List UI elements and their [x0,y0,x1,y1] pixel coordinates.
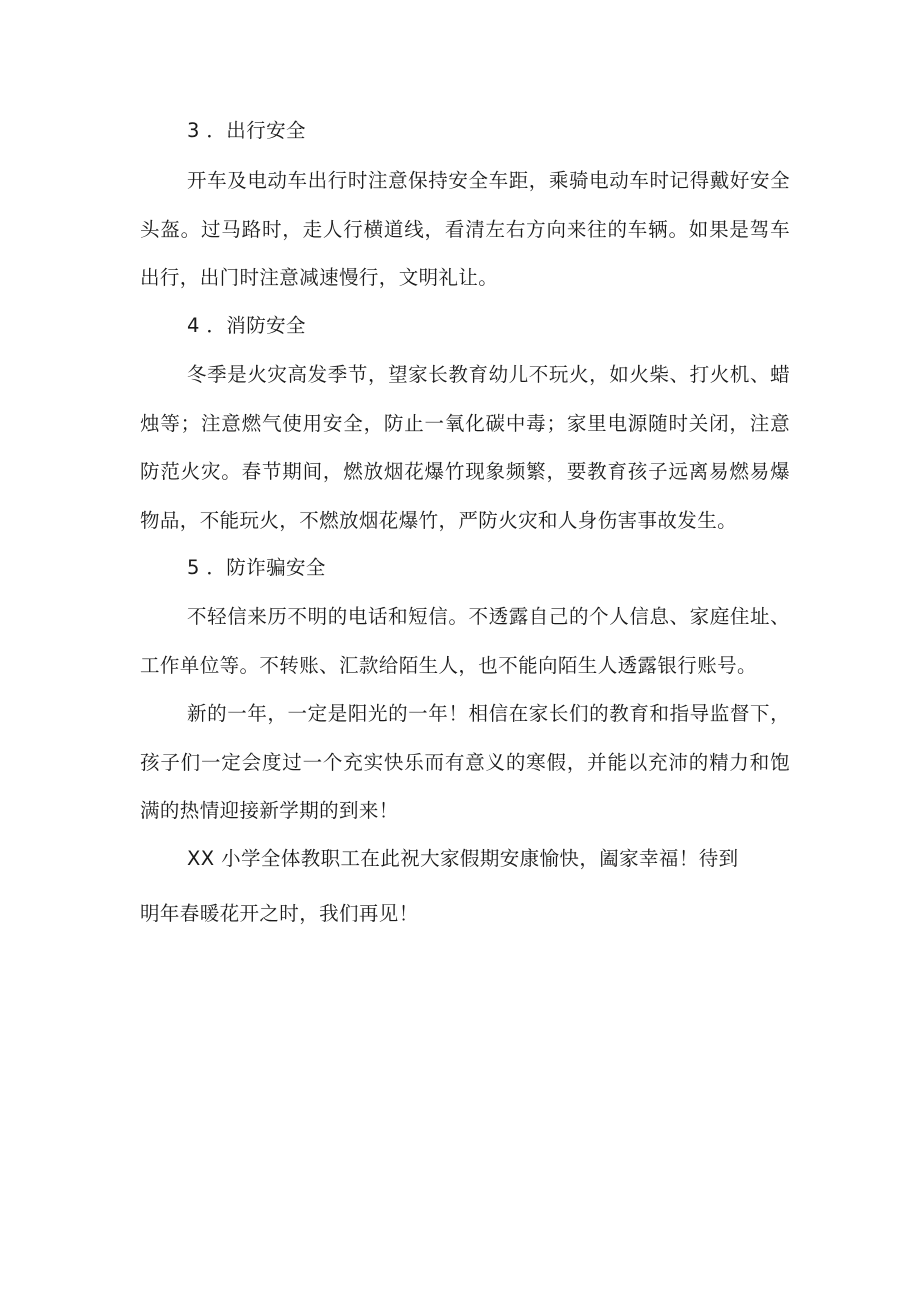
section-heading-travel: 3 ．出行安全 [187,119,306,142]
section-heading-fire: 4 ．消防安全 [187,314,306,337]
closing-greeting-line-2: 明年春暖花开之时，我们再见！ [140,902,419,925]
paragraph-fire-safety: 冬季是火灾高发季节，望家长教育幼儿不玩火，如火柴、打火机、蜡烛等；注意燃气使用安全，防止一氧化碳中毒；家里电源随时关闭，注意防范火灾。春节期间，燃放烟花爆竹现象频繁，要教育孩子远离易燃易爆物品，不能玩火，不燃放烟花爆竹，严防火灾和人身伤害事故发生。 [140,363,790,533]
paragraph-new-year-wishes: 新的一年，一定是阳光的一年！相信在家长们的教育和指导监督下，孩子们一定会度过一个充实快乐而有意义的寒假，并能以充沛的精力和饱满的热情迎接新学期的到来！ [140,702,790,823]
paragraph-travel-safety: 开车及电动车出行时注意保持安全车距，乘骑电动车时记得戴好安全头盔。过马路时，走人行横道线，看清左右方向来往的车辆。如果是驾车出行，出门时注意减速慢行，文明礼让。 [140,169,790,290]
section-heading-fraud: 5 ．防诈骗安全 [187,556,326,579]
closing-greeting-line-1: XX 小学全体教职工在此祝大家假期安康愉快，阖家幸福！待到 [187,847,739,870]
paragraph-fraud-safety: 不轻信来历不明的电话和短信。不透露自己的个人信息、家庭住址、工作单位等。不转账、汇款给陌生人，也不能向陌生人透露银行账号。 [140,605,790,677]
